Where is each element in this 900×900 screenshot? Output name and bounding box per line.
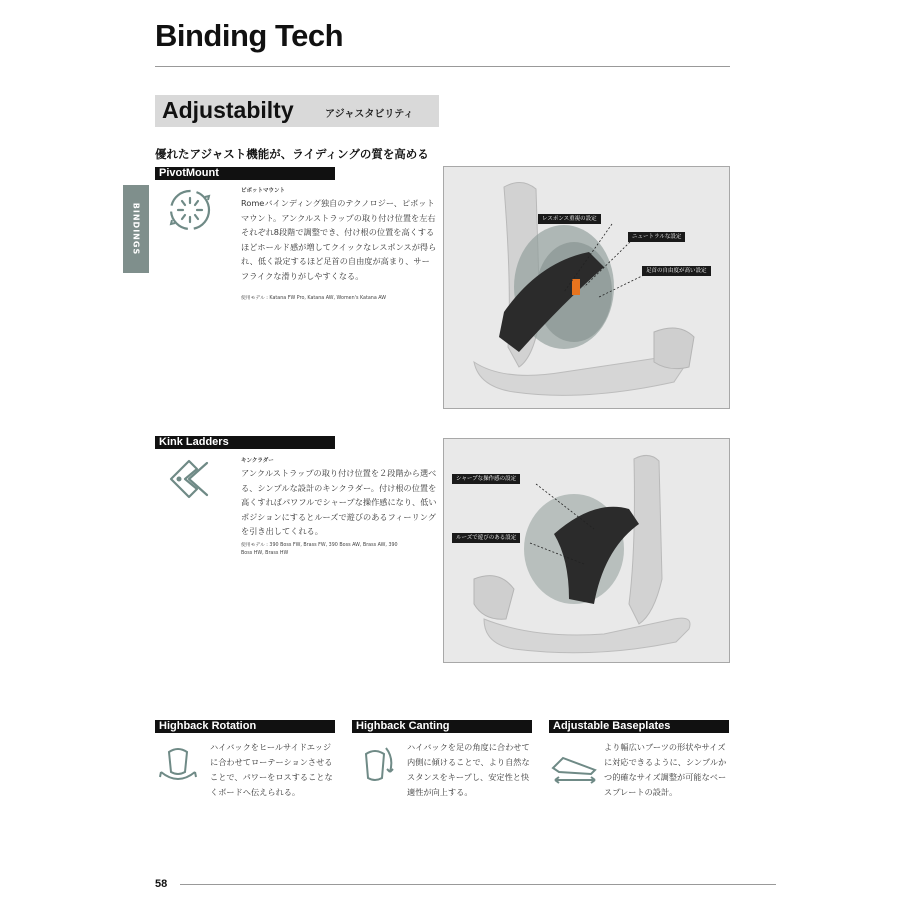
pivotmount-title-bar: PivotMount [155,167,335,180]
pivot-mount-icon [165,185,215,235]
page-title: Binding Tech [155,18,344,53]
kink-ladders-icon [165,455,215,501]
pivotmount-callout-freedom: 足首の自由度が高い設定 [642,266,711,276]
pivotmount-callout-response: レスポンス重視の設定 [538,214,601,224]
highback-canting-description: ハイバックを足の角度に合わせて内側に傾けることで、より自然なスタンスをキープし、安定性と快適性が向上する。 [407,742,530,797]
pivotmount-callout-neutral: ニュートラルな設定 [628,232,685,242]
highback-rotation-description: ハイバックをヒールサイドエッジに合わせてローテーションさせることで、パワーをロスすることなくボードへ伝えられる。 [210,742,333,797]
kinkladders-callout-sharp: シャープな操作感の設定 [452,474,520,484]
kinkladders-callout-loose: ルーズで遊びのある設定 [452,533,520,543]
section-header [155,95,439,127]
pivotmount-photo [443,166,730,409]
highback-rotation-icon [155,742,201,788]
footer-divider [180,884,776,885]
highback-rotation-title-bar: Highback Rotation [155,720,335,733]
title-divider [155,66,730,67]
side-tab [123,185,149,273]
section-tagline: 優れたアジャスト機能が、ライディングの質を高める [155,147,429,161]
pivotmount-kana: ピボットマウント [241,188,286,194]
section-kana: アジャスタビリティ [325,109,414,120]
highback-canting-icon [352,742,398,792]
adjustable-baseplate-icon [549,750,601,786]
kinkladders-models: 使用モデル : 390 Boss FW, Brass FW, 390 Boss AW, Brass AW, 390 Boss HW, Brass HW [241,543,398,556]
side-tab-label: BINDINGS [131,202,141,256]
kinkladders-description: アンクルストラップの取り付け位置を２段階から選べる、シンプルな設計のキンクラダー。付け根の位置を高くすればパワフルでシャープな操作感になり、低いポジションにするとルーズで遊びのあるフィーリングを引き出してくれる。 [241,468,437,537]
pivotmount-description: Romeバインディング独自のテクノロジー、ピボットマウント。アンクルストラップの取り付け位置を左右それぞれ8段階で調整でき、付け根の位置を高くするほどホールド感が増してクイックなレスポンスが得られ、低く設定するほど足首の自由度が高まり、サーフライクな滑りがしやすくなる。 [241,198,437,281]
highback-canting-title-bar: Highback Canting [352,720,532,733]
adjustable-baseplates-description: より幅広いブーツの形状やサイズに対応できるように、シンプルかつ的確なサイズ調整が可能なベースプレートの設計。 [604,742,727,797]
kinkladders-photo [443,438,730,663]
section-title: Adjustabilty [162,97,294,123]
adjustable-baseplates-title-bar: Adjustable Baseplates [549,720,729,733]
page-number: 58 [155,878,168,890]
kinkladders-kana: キンクラダー [241,458,274,464]
kinkladders-title-bar: Kink Ladders [155,436,335,449]
pivotmount-models: 使用モデル : Katana FW Pro, Katana AW, Women's Katana AW [241,296,387,301]
